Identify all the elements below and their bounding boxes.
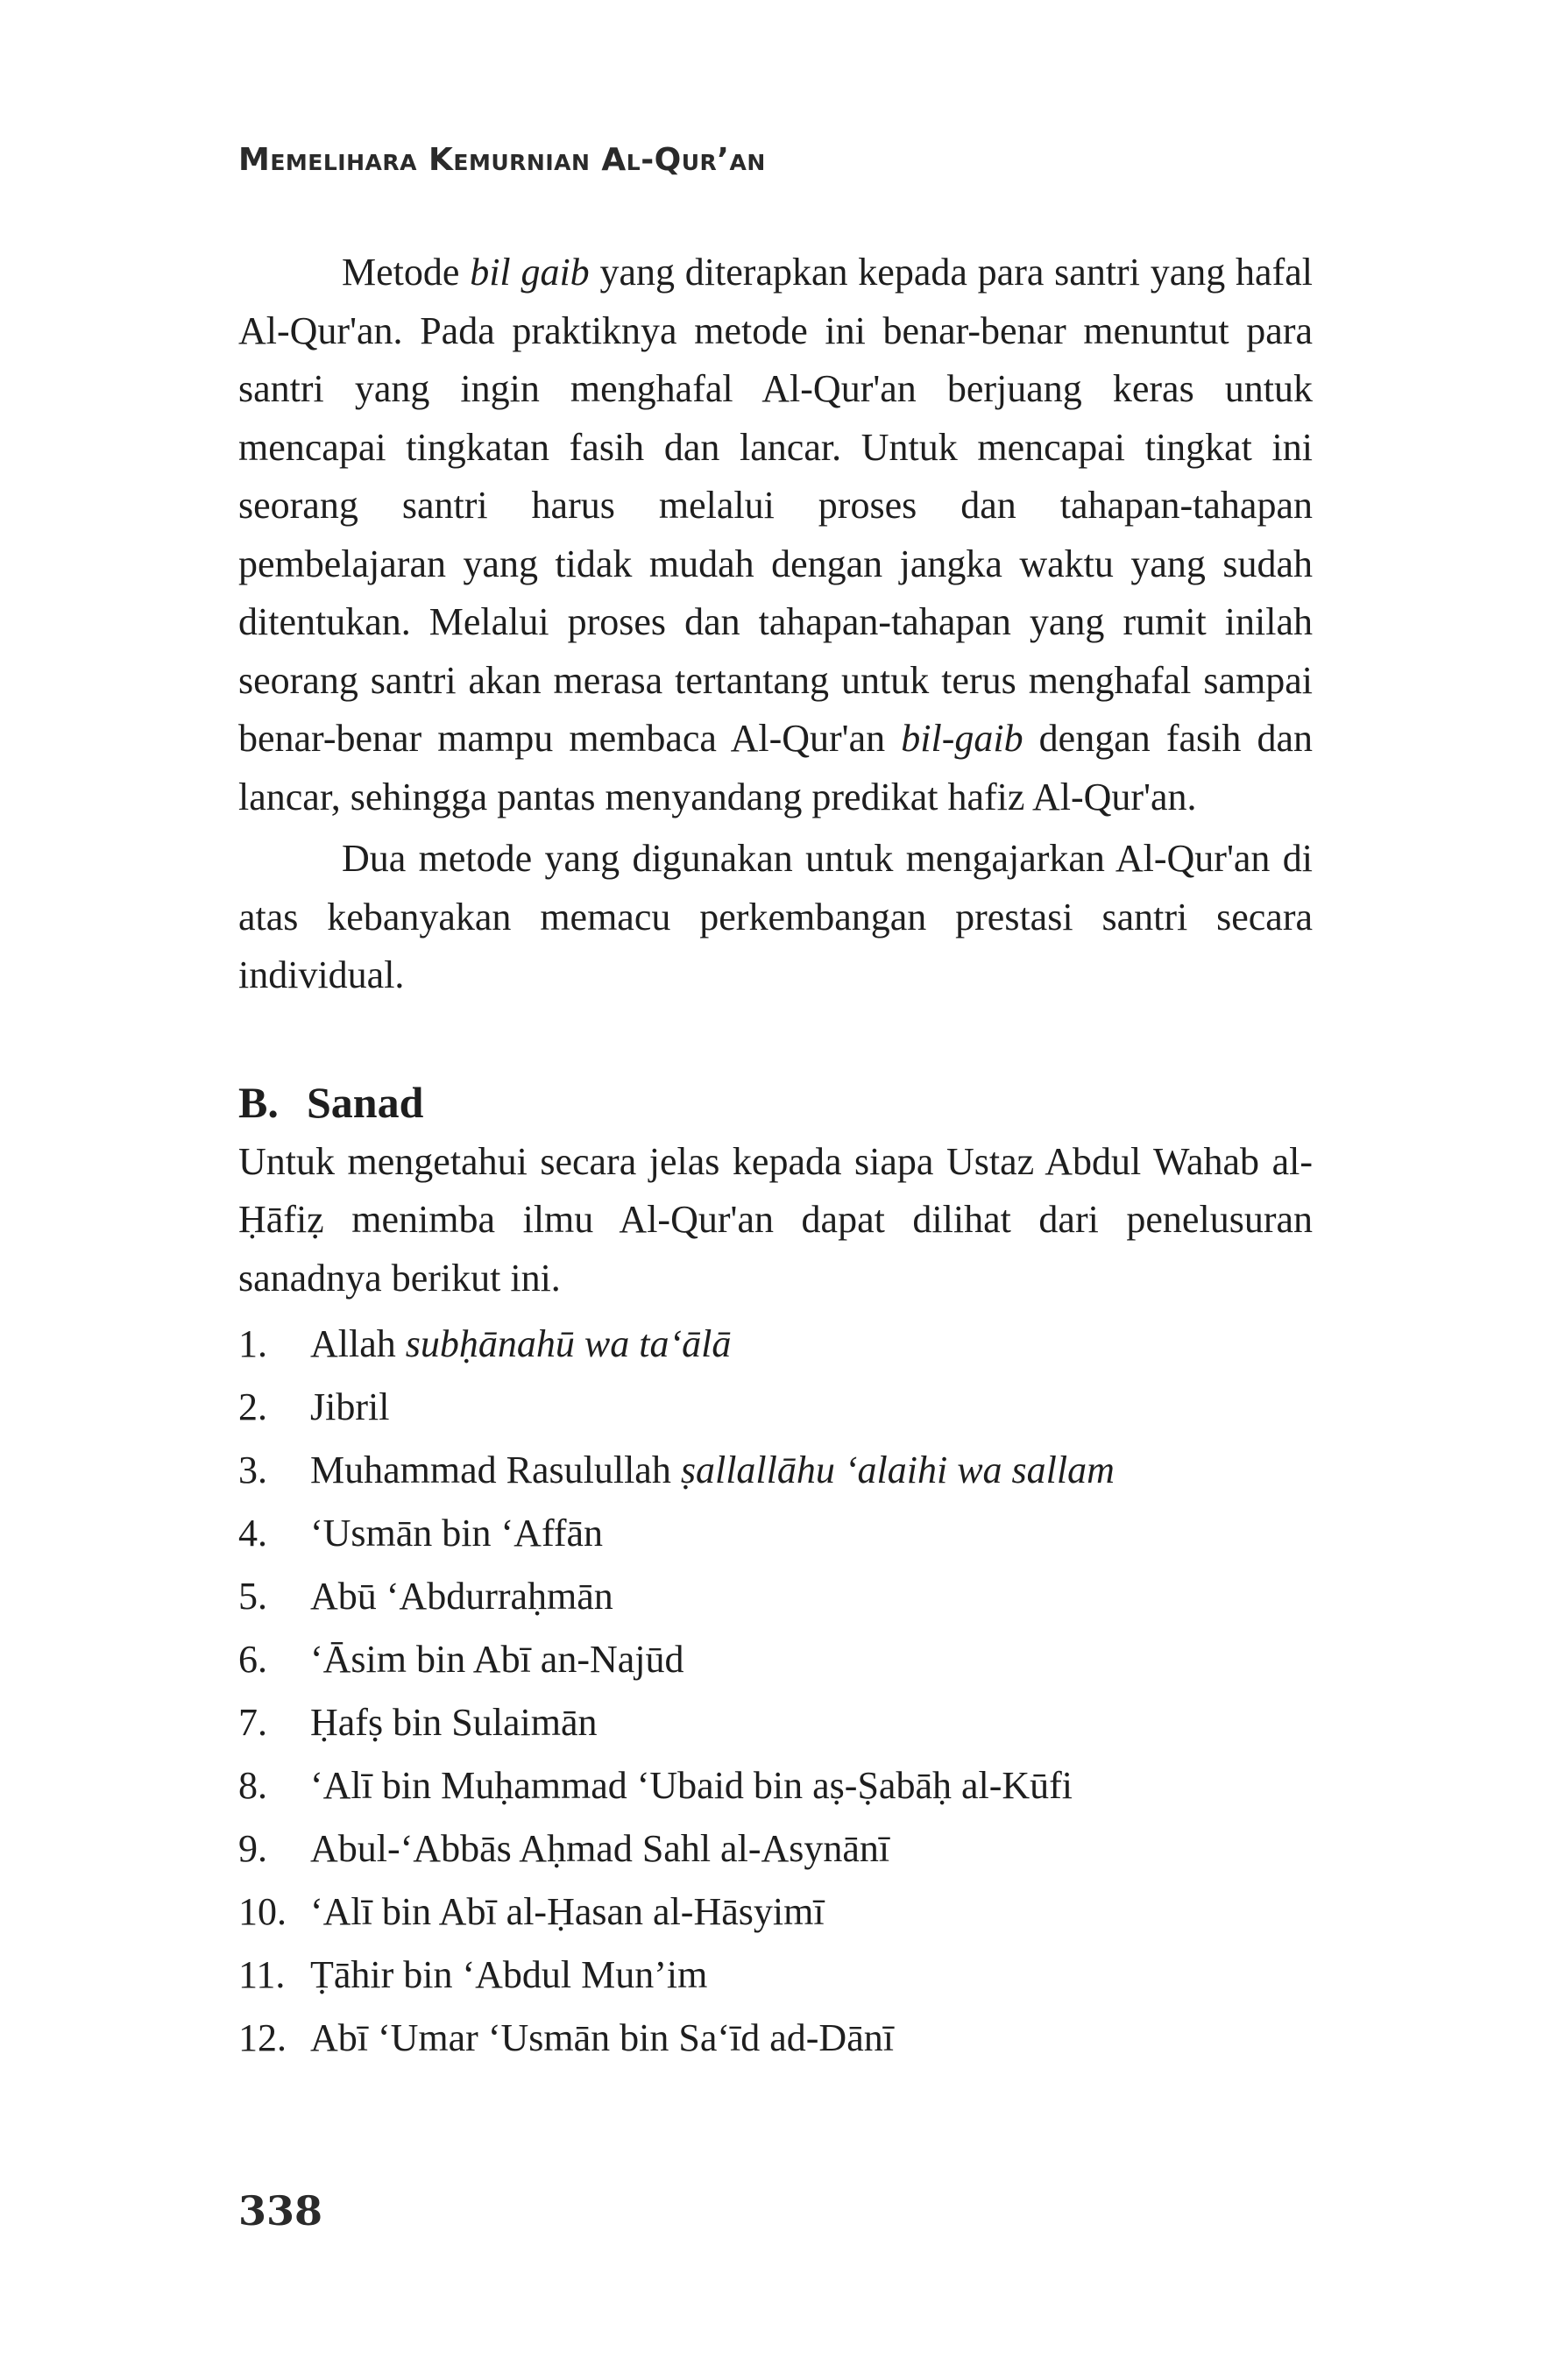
list-item-number: 11. [238,1953,286,1996]
paragraph-1 [238,244,1313,826]
list-item [238,1817,1313,1881]
list-item [238,1754,1313,1817]
list-item [238,1376,1313,1439]
section-intro: Untuk mengetahui secara jelas kepada siapa Ustaz Abdul Wahab al-Ḥāfiẓ menimba ilmu Al-Qur'an dapat dilihat dari penelusuran sanadnya berikut ini. [238,1139,1313,1300]
body-text [238,244,1313,2070]
list-item-name: Ḥafṣ bin Sulaimān [310,1701,598,1744]
paragraph-1-text-c: dengan fasih dan lancar, sehingga pantas menyandang predikat hafiz Al-Qur'an. [238,717,1313,818]
section-number: B. [238,1077,279,1127]
list-item [238,1628,1313,1691]
list-item-number: 1. [238,1322,267,1365]
list-item-text [310,1691,598,1754]
list-item-number: 8. [238,1764,267,1807]
list-item [238,1439,1313,1502]
list-item-name: Ṭāhir bin ‘Abdul Mun’im [310,1953,708,1996]
paragraph-1-italic-a: bil gaib [470,251,590,294]
paragraph-2: Dua metode yang digunakan untuk mengajarkan Al-Qur'an di atas kebanyakan memacu perkembangan prestasi santri secara individual. [238,837,1313,996]
list-item-name: Allah [310,1322,406,1365]
list-item-number: 9. [238,1827,267,1870]
list-item-number: 3. [238,1449,267,1491]
section-heading [238,1072,1313,1133]
list-item [238,1944,1313,2007]
list-item-number: 4. [238,1512,267,1555]
list-item-text [310,1754,1073,1817]
list-item-text [310,1376,389,1439]
list-item-name: Abū ‘Abdurraḥmān [310,1575,613,1618]
list-item-text [310,1881,825,1944]
list-item-name: Muhammad Rasulullah [310,1449,681,1491]
paragraph-1-text-b: yang diterapkan kepada para santri yang hafal Al-Qur'an. Pada praktiknya metode ini benar-benar menuntut para santri yang ingin menghafal Al-Qur'an berjuang keras untuk mencapai tingkatan fasih dan lancar. Untuk mencapai tingkat ini seorang santri harus melalui proses dan tahapan-tahapan pembelajaran yang tidak mudah dengan jangka waktu yang sudah ditentukan. Melalui proses dan tahapan-tahapan yang rumit inilah seorang santri akan merasa tertantang untuk terus menghafal sampai benar-benar mampu membaca Al-Qur'an [238,251,1313,760]
list-item [238,2007,1313,2070]
paragraph-1-italic-b: bil-gaib [901,717,1023,760]
paragraph-1-text-a: Metode [342,251,471,294]
list-item [238,1881,1313,1944]
list-item-text [310,1628,684,1691]
list-item-number: 5. [238,1575,267,1618]
running-head: Memelihara Kemurnian Al-Qur’an [238,142,766,178]
list-item-text [310,2007,894,2070]
list-item-text [310,1502,603,1565]
page-number: 338 [238,2187,323,2235]
list-item-number: 10. [238,1890,287,1933]
list-item-text [310,1565,613,1628]
list-item-name: ‘Āsim bin Abī an-Najūd [310,1638,684,1681]
list-item-name: Abī ‘Umar ‘Usmān bin Sa‘īd ad-Dānī [310,2016,894,2059]
list-item [238,1313,1313,1376]
list-item-text [310,1944,707,2007]
list-item-number: 6. [238,1638,267,1681]
list-item-name: Jibril [310,1385,390,1428]
sanad-list [238,1313,1313,2070]
list-item-text [310,1817,889,1881]
list-item-number: 2. [238,1385,267,1428]
list-item-text [310,1439,1115,1502]
list-item-name: ‘Usmān bin ‘Affān [310,1512,603,1555]
list-item-number: 7. [238,1701,267,1744]
list-item-name: ‘Alī bin Muḥammad ‘Ubaid bin aṣ-Ṣabāḥ al-Kūfi [310,1764,1073,1807]
list-item-name: Abul-‘Abbās Aḥmad Sahl al-Asynānī [310,1827,890,1870]
section-title: Sanad [307,1077,424,1127]
list-item-honorific: ṣallallāhu ‘alaihi wa sallam [680,1449,1115,1491]
list-item [238,1691,1313,1754]
list-item [238,1502,1313,1565]
list-item-text [310,1313,731,1376]
list-item-name: ‘Alī bin Abī al-Ḥasan al-Hāsyimī [310,1890,825,1933]
list-item-number: 12. [238,2016,287,2059]
list-item-honorific: subḥānahū wa ta‘ālā [405,1322,732,1365]
list-item [238,1565,1313,1628]
